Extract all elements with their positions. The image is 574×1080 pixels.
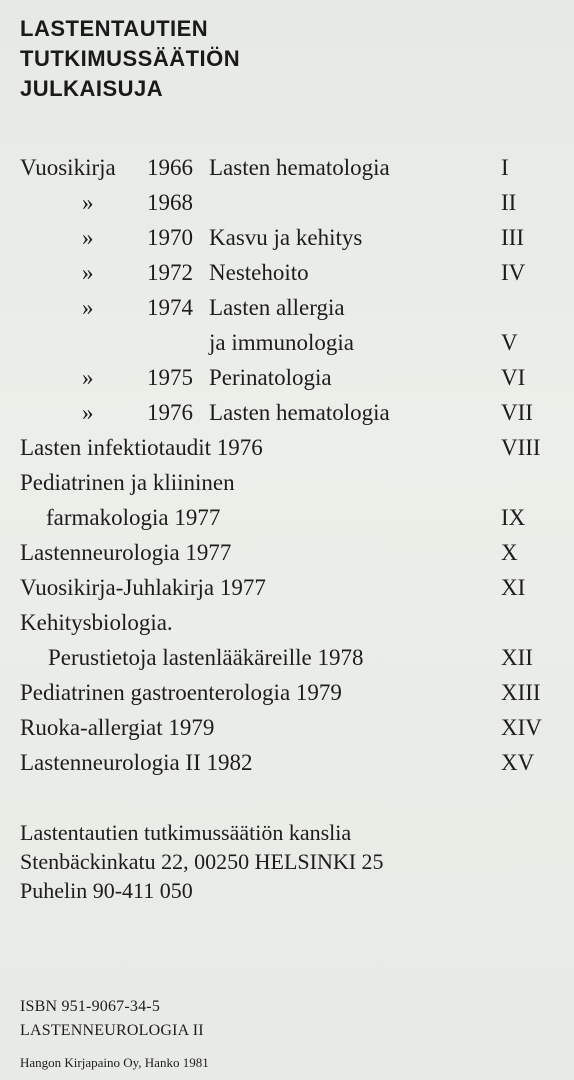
office-street: Stenbäckinkatu 22, 00250 HELSINKI 25 bbox=[20, 849, 384, 874]
publication-title: Kehitysbiologia. bbox=[20, 610, 173, 635]
yearbook-title: Lasten hematologia bbox=[209, 155, 390, 180]
list-item bbox=[0, 675, 574, 710]
office-address bbox=[20, 818, 384, 905]
volume-number: II bbox=[501, 190, 517, 215]
ditto-mark: » bbox=[82, 260, 94, 285]
volume-number: X bbox=[501, 540, 518, 565]
publication-title: Lasten infektiotaudit 1976 bbox=[20, 435, 263, 460]
yearbook-title: Perinatologia bbox=[209, 365, 332, 390]
list-item bbox=[0, 640, 574, 675]
list-item bbox=[0, 325, 574, 360]
header-line-1: LASTENTAUTIEN bbox=[20, 16, 209, 41]
yearbook-label: Vuosikirja bbox=[20, 155, 116, 180]
publication-title: Lastenneurologia II 1982 bbox=[20, 750, 253, 775]
yearbook-year: 1966 bbox=[147, 155, 193, 180]
yearbook-title: Lasten hematologia bbox=[209, 400, 390, 425]
book-title: LASTENNEUROLOGIA II bbox=[20, 1022, 204, 1039]
list-item bbox=[0, 290, 574, 325]
ditto-mark: » bbox=[82, 365, 94, 390]
yearbook-year: 1972 bbox=[147, 260, 193, 285]
yearbook-year: 1976 bbox=[147, 400, 193, 425]
publication-title: Pediatrinen ja kliininen bbox=[20, 470, 235, 495]
volume-number: XI bbox=[501, 575, 526, 600]
yearbook-year: 1974 bbox=[147, 295, 193, 320]
ditto-mark: » bbox=[82, 295, 94, 320]
list-item bbox=[0, 220, 574, 255]
printer-line: Hangon Kirjapaino Oy, Hanko 1981 bbox=[20, 1055, 209, 1070]
volume-number: XIV bbox=[501, 715, 542, 740]
list-item bbox=[0, 185, 574, 220]
publication-title: Vuosikirja-Juhlakirja 1977 bbox=[20, 575, 266, 600]
yearbook-title: Kasvu ja kehitys bbox=[209, 225, 363, 250]
series-header bbox=[20, 14, 240, 104]
list-item bbox=[0, 150, 574, 185]
publication-title-continued: farmakologia 1977 bbox=[46, 505, 221, 530]
header-line-3: JULKAISUJA bbox=[20, 76, 164, 101]
list-item bbox=[0, 605, 574, 640]
publication-title: Ruoka-allergiat 1979 bbox=[20, 715, 215, 740]
volume-number: VI bbox=[501, 365, 526, 390]
list-item bbox=[0, 255, 574, 290]
volume-number: I bbox=[501, 155, 509, 180]
isbn-block bbox=[20, 995, 204, 1043]
list-item bbox=[0, 395, 574, 430]
office-phone: Puhelin 90-411 050 bbox=[20, 878, 193, 903]
yearbook-year: 1968 bbox=[147, 190, 193, 215]
yearbook-title: Nestehoito bbox=[209, 260, 309, 285]
volume-number: VIII bbox=[501, 435, 541, 460]
yearbook-year: 1970 bbox=[147, 225, 193, 250]
ditto-mark: » bbox=[82, 400, 94, 425]
volume-number: VII bbox=[501, 400, 533, 425]
list-item bbox=[0, 465, 574, 500]
volume-number: XII bbox=[501, 645, 533, 670]
volume-number: IX bbox=[501, 505, 526, 530]
yearbook-title-continued: ja immunologia bbox=[209, 330, 355, 355]
list-item bbox=[0, 500, 574, 535]
volume-number: IV bbox=[501, 260, 526, 285]
publication-title: Pediatrinen gastroenterologia 1979 bbox=[20, 680, 342, 705]
publication-title-continued: Perustietoja lastenlääkäreille 1978 bbox=[48, 645, 364, 670]
publication-list bbox=[0, 150, 574, 780]
volume-number: III bbox=[501, 225, 524, 250]
header-line-2: TUTKIMUSSÄÄTIÖN bbox=[20, 46, 241, 71]
isbn-number: ISBN 951-9067-34-5 bbox=[20, 998, 161, 1015]
list-item bbox=[0, 570, 574, 605]
volume-number: V bbox=[501, 330, 518, 355]
list-item bbox=[0, 535, 574, 570]
yearbook-title: Lasten allergia bbox=[209, 295, 345, 320]
office-name: Lastentautien tutkimussäätiön kanslia bbox=[20, 820, 352, 845]
volume-number: XV bbox=[501, 750, 535, 775]
yearbook-year: 1975 bbox=[147, 365, 193, 390]
volume-number: XIII bbox=[501, 680, 541, 705]
list-item bbox=[0, 360, 574, 395]
list-item bbox=[0, 430, 574, 465]
publication-title: Lastenneurologia 1977 bbox=[20, 540, 232, 565]
list-item bbox=[0, 745, 574, 780]
ditto-mark: » bbox=[82, 190, 94, 215]
ditto-mark: » bbox=[82, 225, 94, 250]
list-item bbox=[0, 710, 574, 745]
